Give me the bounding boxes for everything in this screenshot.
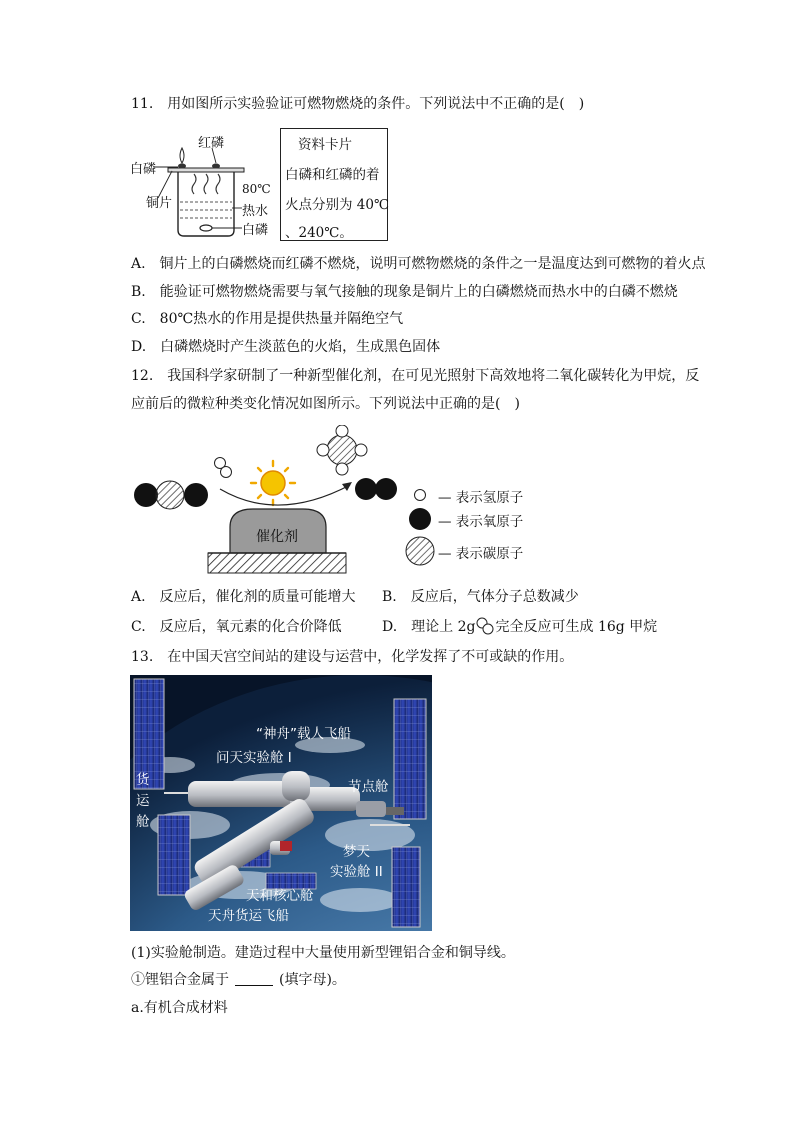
q12-stem-line1: 12. 我国科学家研制了一种新型催化剂，在可见光照射下高效地将二氧化碳转化为甲烷，反 [131, 368, 700, 384]
hot-water-label: 热水 [242, 204, 269, 219]
temp-label: 80℃ [242, 182, 271, 196]
info-card-title: 资料卡片 [298, 137, 352, 153]
label-tianhe: 天和核心舱 [246, 888, 314, 904]
label-mengtian-2: 实验舱 II [330, 864, 383, 880]
legend-hydrogen: — 表示氢原子 [438, 490, 524, 506]
q12-option-c: C. 反应后，氧元素的化合价降低 [131, 619, 342, 635]
answer-blank[interactable] [235, 971, 273, 986]
q11-option-c: C. 80℃热水的作用是提供热量并隔绝空气 [131, 311, 404, 327]
legend-oxygen: — 表示氧原子 [438, 514, 524, 530]
q12-option-a: A. 反应后，催化剂的质量可能增大 [131, 589, 356, 605]
white-phosphorus-top-label: 白磷 [130, 162, 157, 177]
q12-option-b: B. 反应后，气体分子总数减少 [382, 589, 579, 605]
q12-stem-line2: 应前后的微粒种类变化情况如图所示。下列说法中正确的是( ) [131, 396, 520, 412]
info-card-line3: 、240℃。 [285, 225, 353, 241]
q13-sub1-a-pre: ①锂铝合金属于 [131, 972, 229, 988]
catalyst-label: 催化剂 [256, 529, 298, 545]
label-mengtian-1: 梦天 [343, 844, 370, 860]
q12-option-d [382, 617, 657, 637]
q13-option-a: a.有机合成材料 [131, 1000, 228, 1016]
q11-option-a: A. 铜片上的白磷燃烧而红磷不燃烧，说明可燃物燃烧的条件之一是温度达到可燃物的着火点 [131, 256, 706, 272]
q11-option-d: D. 白磷燃烧时产生淡蓝色的火焰，生成黑色固体 [131, 339, 441, 355]
h2-molecule-icon [476, 617, 496, 635]
red-phosphorus-label: 红磷 [198, 136, 225, 151]
label-tianzhou: 天舟货运飞船 [208, 908, 289, 924]
label-cargo: 货运舱 [136, 772, 150, 830]
q11-option-b: B. 能验证可燃物燃烧需要与氧气接触的现象是铜片上的白磷燃烧而热水中的白磷不燃烧 [131, 284, 678, 300]
white-phosphorus-bottom-label: 白磷 [242, 223, 269, 238]
label-wentian: 问天实验舱 I [216, 750, 292, 766]
copper-label: 铜片 [146, 196, 173, 211]
q13-stem: 13. 在中国天宫空间站的建设与运营中，化学发挥了不可或缺的作用。 [131, 649, 574, 665]
legend-carbon: — 表示碳原子 [438, 546, 524, 562]
info-card [280, 128, 388, 241]
info-card-line2: 火点分别为 40℃ [285, 197, 390, 213]
label-shenzhou: “神舟”载人飞船 [256, 726, 351, 742]
q13-sub1-a-post: (填字母)。 [279, 972, 346, 988]
q11-stem: 11. 用如图所示实验验证可燃物燃烧的条件。下列说法中不正确的是( ) [131, 96, 585, 112]
sun-icon [251, 461, 295, 505]
q12-option-d-pre: D. 理论上 2g [382, 619, 476, 635]
q13-sub1-a [131, 970, 346, 990]
q12-option-d-post: 完全反应可生成 16g 甲烷 [495, 619, 658, 635]
label-node: 节点舱 [348, 779, 389, 795]
q13-sub1: (1)实验舱制造。建造过程中大量使用新型锂铝合金和铜导线。 [131, 945, 515, 961]
info-card-line1: 白磷和红磷的着 [285, 167, 380, 183]
